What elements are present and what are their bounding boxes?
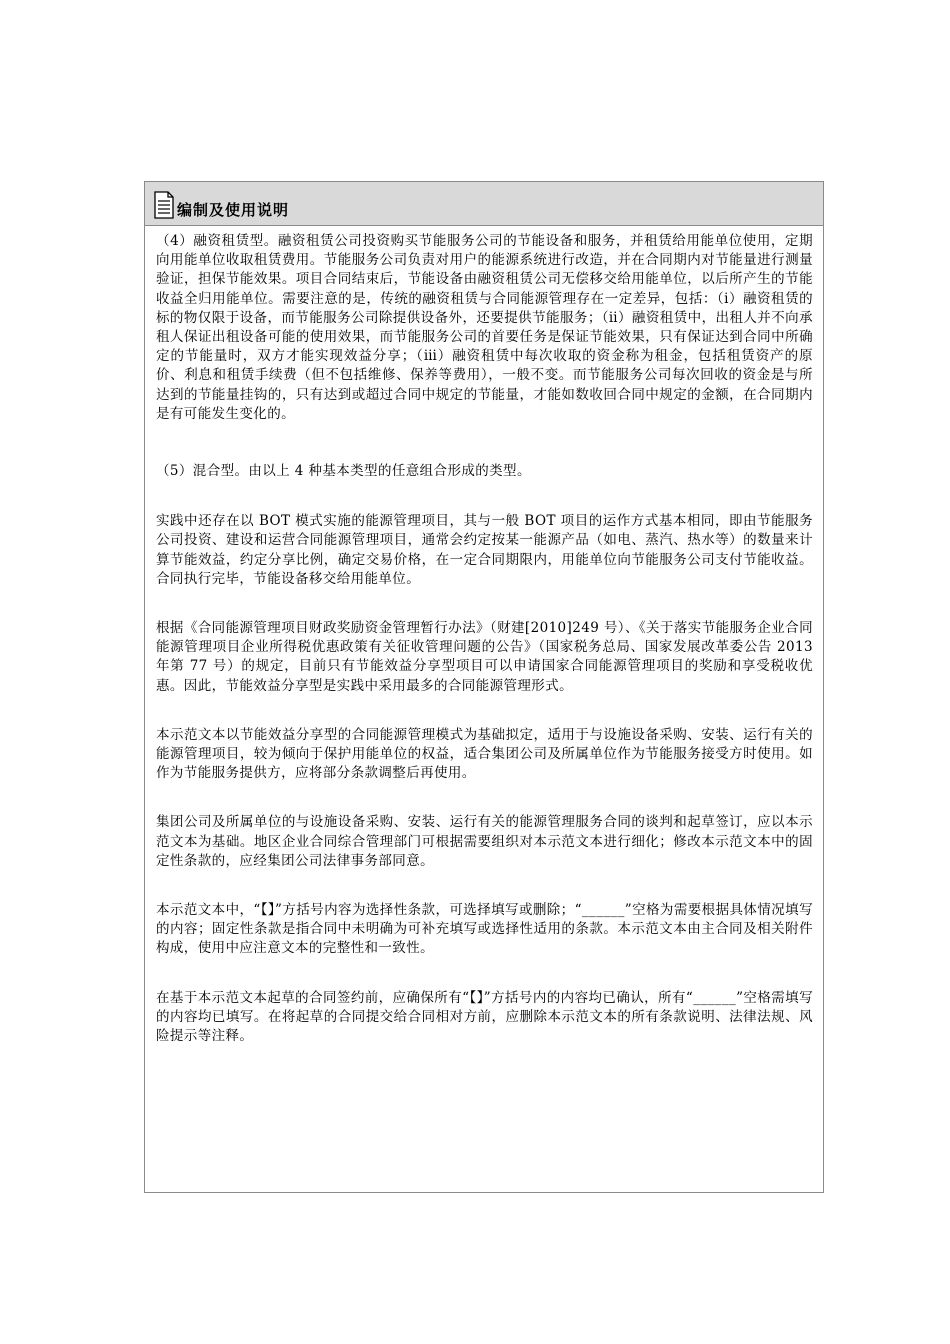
paragraph: 集团公司及所属单位的与设施设备采购、安装、运行有关的能源管理服务合同的谈判和起草签订，应以本示范文本为基础。地区企业合同综合管理部门可根据需要组织对本示范文本进行细化；修改本示范文本中的固定性条款的，应经集团公司法律事务部同意。 [156, 814, 813, 869]
paragraph: （4）融资租赁型。融资租赁公司投资购买节能服务公司的节能设备和服务，并租赁给用能单位使用，定期向用能单位收取租赁费用。节能服务公司负责对用户的能源系统进行改造，并在合同期内对节能量进行测量验证，担保节能效果。项目合同结束后，节能设备由融资租赁公司无偿移交给用能单位，以后所产生的节能收益全归用能单位。需要注意的是，传统的融资租赁与合同能源管理存在一定差异，包括：（ⅰ）融资租赁的标的物仅限于设备，而节能服务公司除提供设备外，还要提供节能服务；（ⅱ）融资租赁中，出租人并不向承租人保证出租设备可能的使用效果，而节能服务公司的首要任务是保证节能效果，只有保证达到合同中所确定的节能量时，双方才能实现效益分享；（ⅲ）融资租赁中每次收取的资金称为租金，包括租赁资产的原价、利息和租赁手续费（但不包括维修、保养等费用），一般不变。而节能服务公司每次回收的资金是与所达到的节能量挂钩的，只有达到或超过合同中规定的节能量，才能如数收回合同中规定的金额，在合同期内是有可能发生变化的。 [156, 233, 813, 422]
section-title: 编制及使用说明 [177, 201, 290, 219]
paragraph: 实践中还存在以 BOT 模式实施的能源管理项目，其与一般 BOT 项目的运作方式基本相同，即由节能服务公司投资、建设和运营合同能源管理项目，通常会约定按某一能源产品（如电、蒸汽、热水等）的数量来计算节能效益，约定分享比例，确定交易价格，在一定合同期限内，用能单位向节能服务公司支付节能收益。合同执行完毕，节能设备移交给用能单位。 [156, 513, 813, 587]
panel-header [145, 182, 823, 226]
paragraph: 在基于本示范文本起草的合同签约前，应确保所有“【】”方括号内的内容均已确认，所有“______”空格需填写的内容均已填写。在将起草的合同提交给合同相对方前，应删除本示范文本的所有条款说明、法律法规、风险提示等注释。 [156, 989, 813, 1045]
panel-body [145, 226, 823, 1046]
paragraph: 本示范文本以节能效益分享型的合同能源管理模式为基础拟定，适用于与设施设备采购、安装、运行有关的能源管理项目，较为倾向于保护用能单位的权益，适合集团公司及所属单位作为节能服务接受方时使用。如作为节能服务提供方，应将部分条款调整后再使用。 [156, 726, 813, 782]
paragraph: （5）混合型。由以上 4 种基本类型的任意组合形成的类型。 [156, 463, 531, 480]
paragraph: 根据《合同能源管理项目财政奖励资金管理暂行办法》（财建[2010]249 号）、《关于落实节能服务企业合同能源管理项目企业所得税优惠政策有关征收管理问题的公告》（国家税务总局、国家发展改革委公告 2013 年第 77 号）的规定，目前只有节能效益分享型项目可以申请国家合同能源管理项目的奖励和享受税收优惠。因此，节能效益分享型是实践中采用最多的合同能源管理形式。 [156, 620, 813, 694]
instructions-panel [144, 181, 824, 1193]
paragraph: 本示范文本中，“【】”方括号内容为选择性条款，可选择填写或删除；“______”空格为需要根据具体情况填写的内容；固定性条款是指合同中未明确为可补充填写或选择性适用的条款。本示范文本由主合同及相关附件构成，使用中应注意文本的完整性和一致性。 [156, 902, 813, 957]
document-icon [153, 191, 175, 219]
